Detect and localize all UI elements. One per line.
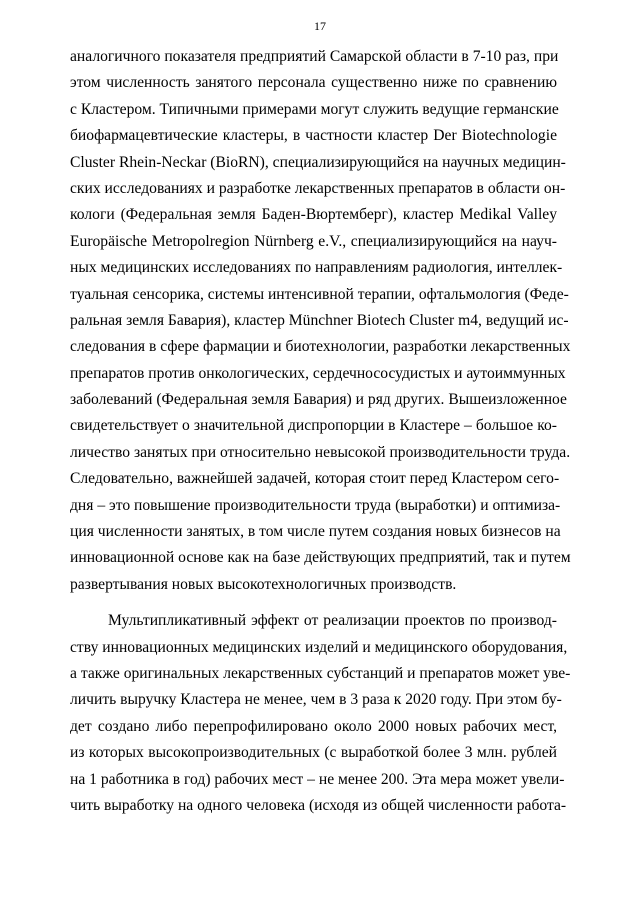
text-line: этом численность занятого персонала существенно ниже по сравнению xyxy=(70,74,557,92)
document-body xyxy=(70,44,571,819)
text-line: аналогичного показателя предприятий Самарской области в 7-10 раз, при xyxy=(70,48,559,65)
text-line: чить выработку на одного человека (исходя из общей численности работа- xyxy=(70,796,567,814)
text-line: ральная земля Бавария), кластер Münchner Biotech Cluster m4, ведущий ис- xyxy=(70,311,569,329)
text-line: дет создано либо перепрофилировано около 2000 новых рабочих мест, xyxy=(70,717,557,735)
text-line: Europäische Metropolregion Nürnberg e.V., специализирующийся на науч- xyxy=(70,232,557,250)
text-line: Cluster Rhein-Neckar (BioRN), специализирующийся на научных медицин- xyxy=(70,153,566,171)
text-line: кологи (Федеральная земля Баден-Вюртемберг), кластер Medikal Valley xyxy=(70,206,557,224)
paragraph-gap xyxy=(70,598,557,608)
text-line: инновационной основе как на базе действующих предприятий, так и путем xyxy=(70,549,571,567)
text-line: ству инновационных медицинских изделий и медицинского оборудования, xyxy=(70,638,568,656)
text-line: заболеваний (Федеральная земля Бавария) и ряд других. Вышеизложенное xyxy=(70,391,567,409)
page-number: 17 xyxy=(314,19,326,33)
text-line: Следовательно, важнейшей задачей, которая стоит перед Кластером сего- xyxy=(70,470,560,488)
text-line: ных медицинских исследованиях по направлениям радиология, интеллек- xyxy=(70,259,563,277)
text-line: туальная сенсорика, системы интенсивной терапии, офтальмология (Феде- xyxy=(70,285,569,303)
text-line: препаратов против онкологических, сердечнососудистых и аутоиммунных xyxy=(70,364,566,382)
text-line: личество занятых при относительно невысокой производительности труда. xyxy=(70,443,571,461)
text-line: ция численности занятых, в том числе путем создания новых бизнесов на xyxy=(70,523,561,541)
text-line: свидетельствует о значительной диспропорции в Кластере – большое ко- xyxy=(70,417,557,435)
text-line: а также оригинальных лекарственных субстанций и препаратов может уве- xyxy=(70,664,571,682)
text-line: из которых высокопроизводительных (с выработкой более 3 млн. рублей xyxy=(70,744,557,762)
text-line: биофармацевтические кластеры, в частности кластер Der Biotechnologie xyxy=(70,127,557,145)
text-line: ских исследованиях и разработке лекарственных препаратов в области он- xyxy=(70,179,566,197)
text-line: развертывания новых высокотехнологичных производств. xyxy=(70,575,457,593)
paragraph-2 xyxy=(70,608,571,819)
text-line: Мультипликативный эффект от реализации проектов по производ- xyxy=(108,612,557,630)
text-line: на 1 работника в год) рабочих мест – не менее 200. Эта мера может увели- xyxy=(70,770,565,788)
text-line: дня – это повышение производительности труда (выработки) и оптимиза- xyxy=(70,496,561,514)
text-line: личить выручку Кластера не менее, чем в 3 раза к 2020 году. При этом бу- xyxy=(70,691,562,709)
text-line: с Кластером. Типичными примерами могут служить ведущие германские xyxy=(70,100,559,118)
text-line: следования в сфере фармации и биотехнологии, разработки лекарственных xyxy=(70,338,571,356)
paragraph-1 xyxy=(70,44,571,598)
